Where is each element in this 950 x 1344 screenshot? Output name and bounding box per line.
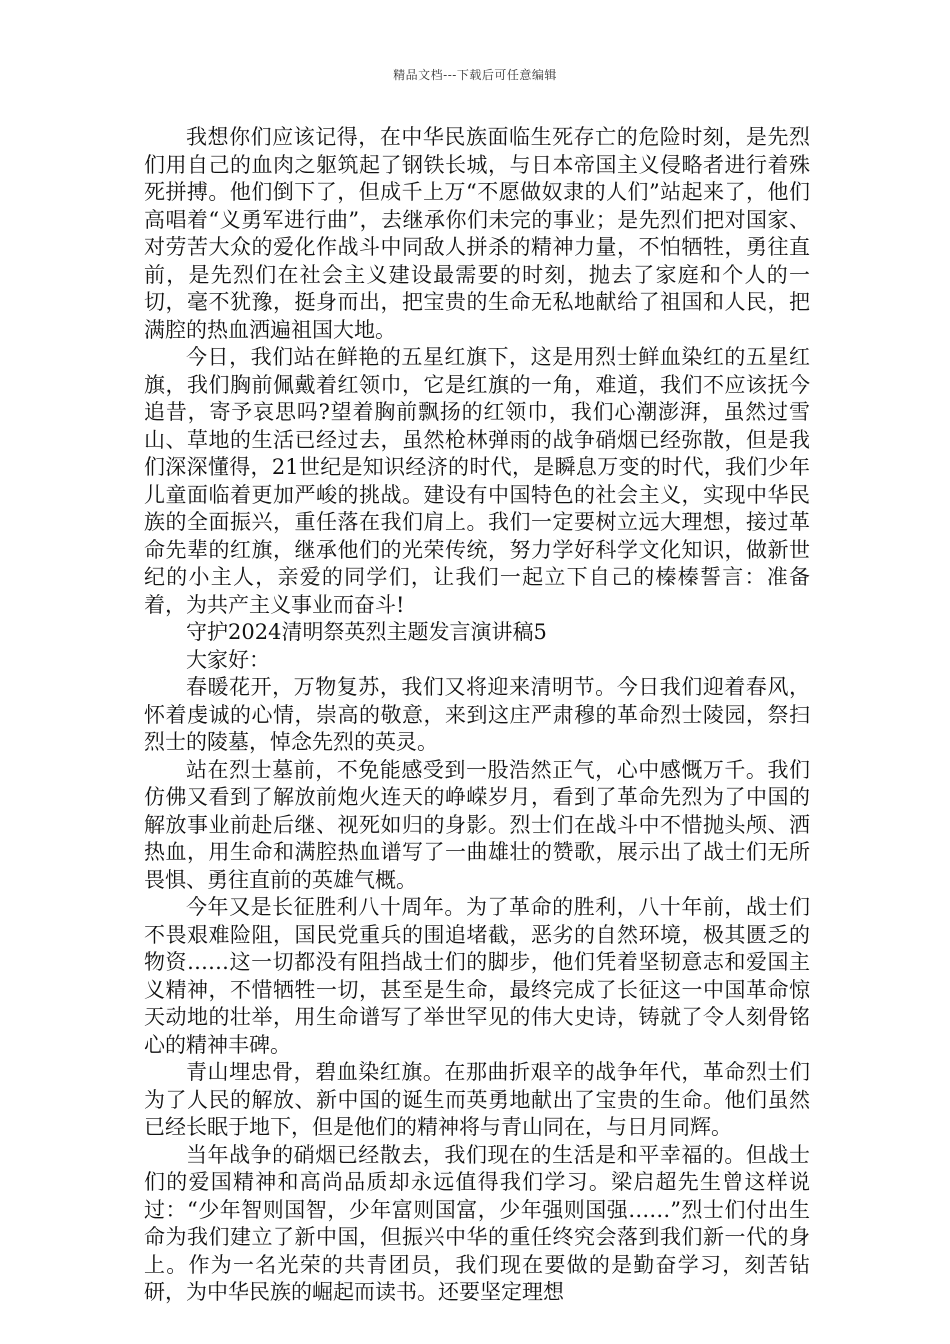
paragraph: 站在烈士墓前，不免能感受到一股浩然正气，心中感慨万千。我们仿佛又看到了解放前炮火连天的峥嵘岁月，看到了革命先烈为了中国的解放事业前赴后继、视死如归的身影。烈士们在战斗中不惜抛头颅、洒热血，用生命和满腔热血谱写了一曲雄壮的赞歌，展示出了战士们无所畏惧、勇往直前的英雄气概。 — [144, 757, 810, 892]
paragraph: 今年又是长征胜利八十周年。为了革命的胜利，八十年前，战士们不畏艰难险阻，国民党重兵的围追堵截，恶劣的自然环境，极其匮乏的物资……这一切都没有阻挡战士们的脚步，他们凭着坚韧意志和爱国主义精神，不惜牺牲一切，甚至是生命，最终完成了长征这一中国革命惊天动地的壮举，用生命谱写了举世罕见的伟大史诗，铸就了令人刻骨铭心的精神丰碑。 — [144, 895, 810, 1057]
page-header: 精品文档---下载后可任意编辑 — [393, 68, 557, 82]
paragraph: 当年战争的硝烟已经散去，我们现在的生活是和平幸福的。但战士们的爱国精神和高尚品质却永远值得我们学习。梁启超先生曾这样说过：“少年智则国智，少年富则国富，少年强则国强……”烈士们付出生命为我们建立了新中国，但振兴中华的重任终究会落到我们新一代的身上。作为一名光荣的共青团员，我们现在要做的是勤奋学习，刻苦钻研，为中华民族的崛起而读书。还要坚定理想 — [144, 1142, 810, 1304]
paragraph: 我想你们应该记得，在中华民族面临生死存亡的危险时刻，是先烈们用自己的血肉之躯筑起了钢铁长城，与日本帝国主义侵略者进行着殊死拼搏。他们倒下了，但成千上万“不愿做奴隶的人们”站起来了，他们高唱着“义勇军进行曲”，去继承你们未完的事业；是先烈们把对国家、对劳苦大众的爱化作战斗中同敌人拼杀的精神力量，不怕牺牲，勇往直前，是先烈们在社会主义建设最需要的时刻，抛去了家庭和个人的一切，毫不犹豫，挺身而出，把宝贵的生命无私地献给了祖国和人民，把满腔的热血洒遍祖国大地。 — [144, 125, 810, 342]
paragraph: 春暖花开，万物复苏，我们又将迎来清明节。今日我们迎着春风，怀着虔诚的心情，崇高的敬意，来到这庄严肃穆的革命烈士陵园，祭扫烈士的陵墓，悼念先烈的英灵。 — [144, 675, 810, 754]
greeting: 大家好： — [186, 647, 270, 672]
document-body — [144, 124, 810, 1307]
section-title: 守护2024清明祭英烈主题发言演讲稿5 — [186, 620, 547, 644]
paragraph: 今日，我们站在鲜艳的五星红旗下，这是用烈士鲜血染红的五星红旗，我们胸前佩戴着红领巾，它是红旗的一角，难道，我们不应该抚今追昔，寄予哀思吗?望着胸前飘扬的红领巾，我们心潮澎湃，虽然过雪山、草地的生活已经过去，虽然枪林弹雨的战争硝烟已经弥散，但是我们深深懂得，21世纪是知识经济的时代，是瞬息万变的时代，我们少年儿童面临着更加严峻的挑战。建设有中国特色的社会主义，实现中华民族的全面振兴，重任落在我们肩上。我们一定要树立远大理想，接过革命先辈的红旗，继承他们的光荣传统，努力学好科学文化知识，做新世纪的小主人，亲爱的同学们，让我们一起立下自己的榛榛誓言：准备着，为共产主义事业而奋斗! — [144, 345, 810, 617]
paragraph: 青山埋忠骨，碧血染红旗。在那曲折艰辛的战争年代，革命烈士们为了人民的解放、新中国的诞生而英勇地献出了宝贵的生命。他们虽然已经长眠于地下，但是他们的精神将与青山同在，与日月同辉。 — [144, 1060, 810, 1139]
